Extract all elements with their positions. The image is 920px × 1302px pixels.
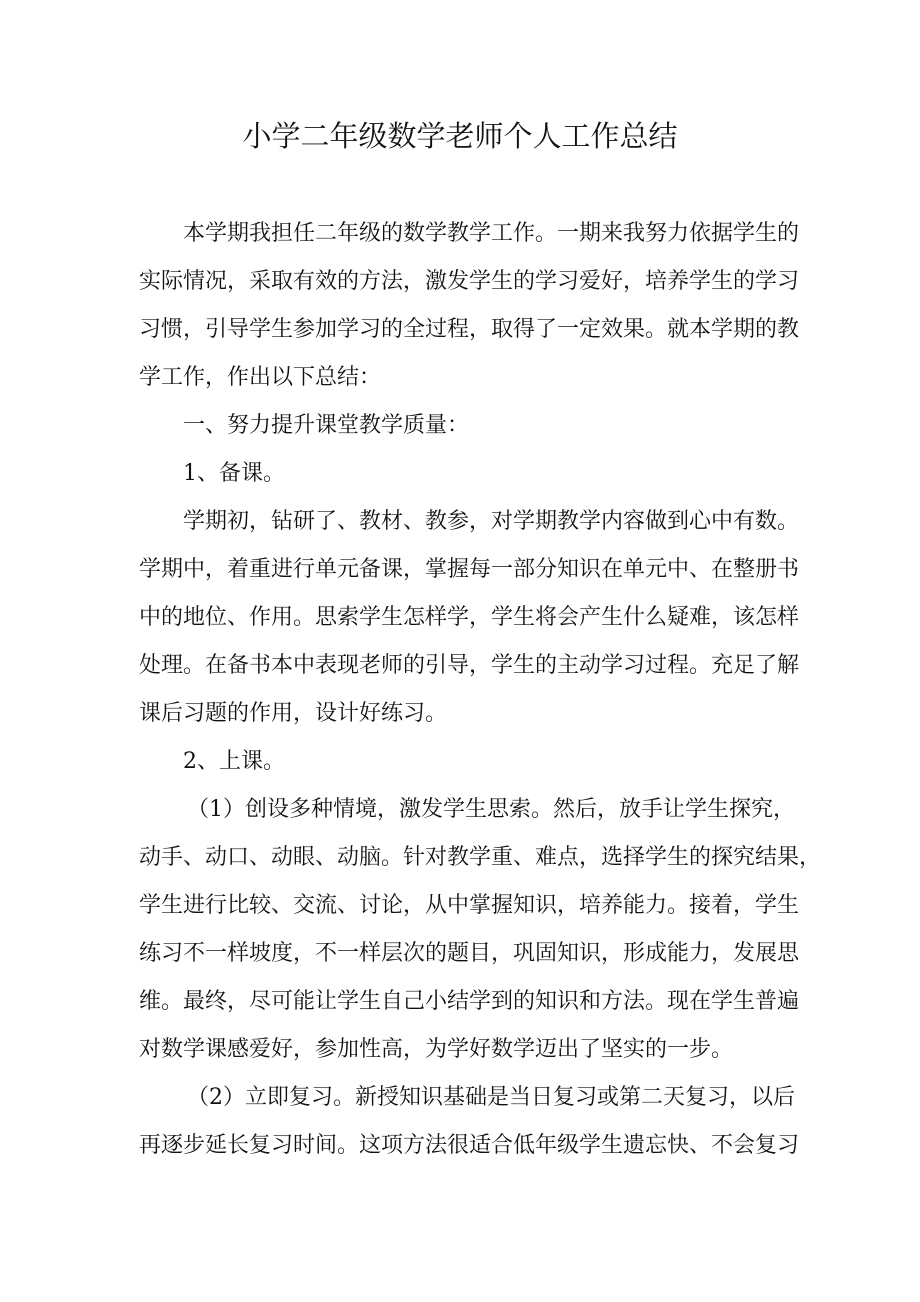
paragraph-line: 学生进行比较、交流、讨论，从中掌握知识，培养能力。接着，学生 [139,893,800,918]
paragraph-line: （2）立即复习。新授知识基础是当日复习或第二天复习，以后 [187,1085,795,1110]
paragraph-line: 处理。在备书本中表现老师的引导，学生的主动学习过程。充足了解 [139,653,800,678]
document-body [139,210,822,1170]
paragraph-line: 维。最终，尽可能让学生自己小结学到的知识和方法。现在学生普遍 [139,989,800,1014]
paragraph-line: 实际情况，采取有效的方法，激发学生的学习爱好，培养学生的学习 [139,269,800,294]
paragraph-line: 再逐步延长复习时间。这项方法很适合低年级学生遗忘快、不会复习 [139,1133,800,1158]
subsection-heading: 1、备课。 [183,461,285,486]
paragraph-line: 本学期我担任二年级的数学教学工作。一期来我努力依据学生的 [183,221,800,246]
paragraph-line: 练习不一样坡度，不一样层次的题目，巩固知识，形成能力，发展思 [139,941,800,966]
paragraph-line: 学期中，着重进行单元备课，掌握每一部分知识在单元中、在整册书 [139,557,800,582]
paragraph-line: 学工作，作出以下总结： [139,365,382,390]
paragraph-line: 学期初，钻研了、教材、教参，对学期教学内容做到心中有数。 [183,509,800,534]
paragraph-line: 对数学课感爱好，参加性高，为学好数学迈出了坚实的一步。 [139,1037,734,1062]
paragraph-line: 课后习题的作用，设计好练习。 [139,701,448,726]
paragraph-line: 动手、动口、动眼、动脑。针对教学重、难点，选择学生的探究结果， [139,845,822,870]
paragraph-line: 中的地位、作用。思索学生怎样学，学生将会产生什么疑难，该怎样 [139,605,800,630]
subsection-heading: 2、上课。 [183,749,285,774]
paragraph-line: （1）创设多种情境，激发学生思索。然后，放手让学生探究， [187,797,795,822]
document-title: 小学二年级数学老师个人工作总结 [242,119,678,153]
paragraph-line: 习惯，引导学生参加学习的全过程，取得了一定效果。就本学期的教 [139,317,800,342]
section-heading: 一、努力提升课堂教学质量： [183,413,470,438]
